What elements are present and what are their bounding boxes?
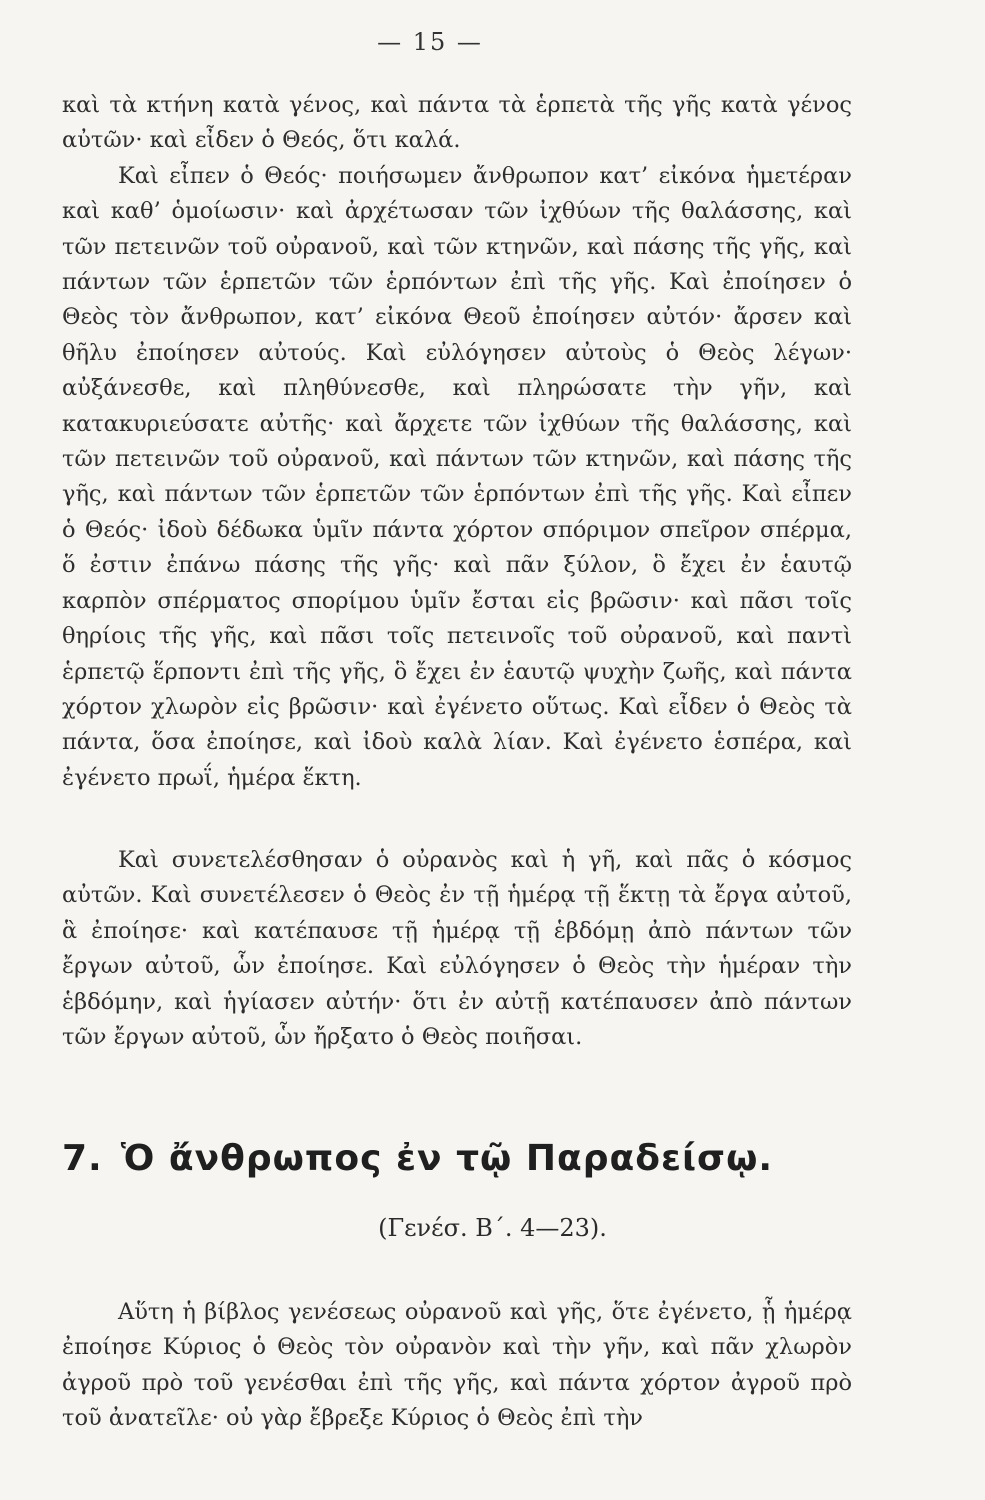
- paragraph-continuation: καὶ τὰ κτήνη κατὰ γένος, καὶ πάντα τὰ ἑρπετὰ τῆς γῆς κατὰ γένος αὐτῶν· καὶ εἶδεν ὁ Θεός, ὅτι καλά.: [62, 92, 852, 154]
- text-block-paradise: [62, 1295, 852, 1437]
- text-block-creation-day-six: [62, 88, 852, 796]
- paragraph-creation-of-man: Καὶ εἶπεν ὁ Θεός· ποιήσωμεν ἄνθρωπον κατ’ εἰκόνα ἡμετέραν καὶ καθ’ ὁμοίωσιν· καὶ ἀρχέτωσαν τῶν ἰχθύων τῆς θαλάσσης, καὶ τῶν πετεινῶν τοῦ οὐρανοῦ, καὶ τῶν κτηνῶν, καὶ πάσης τῆς γῆς, καὶ πάντων τῶν ἑρπετῶν τῶν ἑρπόντων ἐπὶ τῆς γῆς. Καὶ ἐποίησεν ὁ Θεὸς τὸν ἄνθρωπον, κατ’ εἰκόνα Θεοῦ ἐποίησεν αὐτόν· ἄρσεν καὶ θῆλυ ἐποίησεν αὐτούς. Καὶ εὐλόγησεν αὐτοὺς ὁ Θεὸς λέγων· αὐξάνεσθε, καὶ πληθύνεσθε, καὶ πληρώσατε τὴν γῆν, καὶ κατακυριεύσατε αὐτῆς· καὶ ἄρχετε τῶν ἰχθύων τῆς θαλάσσης, καὶ τῶν πετεινῶν τοῦ οὐρανοῦ, καὶ πάντων τῶν κτηνῶν, καὶ πάσης τῆς γῆς, καὶ πάντων τῶν ἑρπετῶν τῶν ἑρπόντων ἐπὶ τῆς γῆς. Καὶ εἶπεν ὁ Θεός· ἰδοὺ δέδωκα ὑμῖν πάντα χόρτον σπόριμον σπεῖρον σπέρμα, ὅ ἐστιν ἐπάνω πάσης τῆς γῆς· καὶ πᾶν ξύλον, ὃ ἔχει ἐν ἑαυτῷ καρπὸν σπέρματος σπορίμου ὑμῖν ἔσται εἰς βρῶσιν· καὶ πᾶσι τοῖς θηρίοις τῆς γῆς, καὶ πᾶσι τοῖς πετεινοῖς τοῦ οὐρανοῦ, καὶ παντὶ ἑρπετῷ ἕρποντι ἐπὶ τῆς γῆς, ὃ ἔχει ἐν ἑαυτῷ ψυχὴν ζωῆς, καὶ πάντα χόρτον χλωρὸν εἰς βρῶσιν· καὶ ἐγένετο οὕτως. Καὶ εἶδεν ὁ Θεὸς τὰ πάντα, ὅσα ἐποίησε, καὶ ἰδοὺ καλὰ λίαν. Καὶ ἐγένετο ἑσπέρα, καὶ ἐγένετο πρωΐ, ἡμέρα ἕκτη.: [62, 162, 852, 791]
- page-number: — 15 —: [377, 28, 483, 56]
- scripture-reference: (Γενέσ. Β΄. 4—23).: [378, 1214, 607, 1242]
- chapter-number: 7.: [62, 1138, 103, 1179]
- paragraph-paradise-intro: Αὕτη ἡ βίβλος γενέσεως οὐρανοῦ καὶ γῆς, ὅτε ἐγένετο, ᾗ ἡμέρᾳ ἐποίησε Κύριος ὁ Θεὸς τὸν οὐρανὸν καὶ τὴν γῆν, καὶ πᾶν χλωρὸν ἀγροῦ πρὸ τοῦ γενέσθαι ἐπὶ τῆς γῆς, καὶ πάντα χόρτον ἀγροῦ πρὸ τοῦ ἀνατεῖλε· οὐ γὰρ ἔβρεξε Κύριος ὁ Θεὸς ἐπὶ τὴν: [62, 1299, 852, 1432]
- chapter-heading: [62, 1138, 862, 1179]
- chapter-title: Ὁ ἄνθρωπος ἐν τῷ Παραδείσῳ.: [120, 1138, 774, 1179]
- text-block-seventh-day: [62, 843, 852, 1055]
- paragraph-seventh-day: Καὶ συνετελέσθησαν ὁ οὐρανὸς καὶ ἡ γῆ, καὶ πᾶς ὁ κόσμος αὐτῶν. Καὶ συνετέλεσεν ὁ Θεὸς ἐν τῇ ἡμέρᾳ τῇ ἕκτῃ τὰ ἔργα αὐτοῦ, ἃ ἐποίησε· καὶ κατέπαυσε τῇ ἡμέρᾳ τῇ ἑβδόμῃ ἀπὸ πάντων τῶν ἔργων αὐτοῦ, ὧν ἐποίησε. Καὶ εὐλόγησεν ὁ Θεὸς τὴν ἡμέραν τὴν ἑβδόμην, καὶ ἡγίασεν αὐτήν· ὅτι ἐν αὐτῇ κατέπαυσεν ἀπὸ πάντων τῶν ἔργων αὐτοῦ, ὧν ἤρξατο ὁ Θεὸς ποιῆσαι.: [62, 847, 852, 1051]
